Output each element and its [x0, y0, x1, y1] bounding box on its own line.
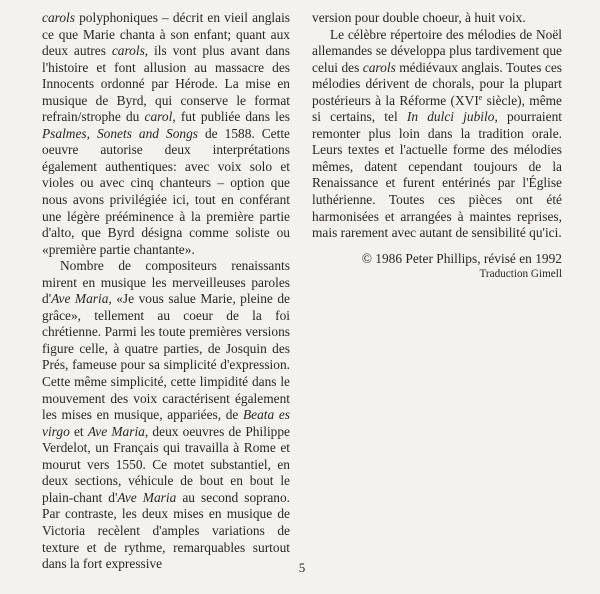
- left-paragraph-2: Nombre de compositeurs renaissants mirent en musique les merveilleuses paroles d'Ave Maria, «Je vous salue Marie, pleine de grâce», tellement au coeur de la foi chrétienne. Parmi les toute premières versions figure celle, à quatre parties, de Josquin des Prés, fameuse pour sa simplicité d'expression. Cette même simplicité, cette limpidité dans le mouvement des voix caractérisent également les mises en musique, appariées, de Beata es virgo et Ave Maria, deux oeuvres de Philippe Verdelot, un Français qui travailla à Rome et mourut vers 1550. Ce motet substantiel, en deux sections, véhicule de bout en bout le plain-chant d'Ave Maria au second soprano. Par contraste, les deux mises en musique de Victoria recèlent d'amples variations de texture et de rythme, remarquables surtout dans la fort expressive: [42, 258, 291, 572]
- translation-credit: Traduction Gimell: [479, 267, 562, 280]
- right-paragraph-1: version pour double choeur, à huit voix.: [312, 10, 526, 25]
- left-paragraph-1: carols polyphoniques – décrit en vieil anglais ce que Marie chanta à son enfant; quant aux deux autres carols, ils vont plus avant dans l'histoire et font allusion au massacre des Innocents ordonné par Hérode. La mise en musique de Byrd, qui conserve le format refrain/strophe du carol, fut publiée dans les Psalmes, Sonets and Songs de 1588. Cette oeuvre autorise deux interprétations également authentiques: avec voix solo et violes ou avec cinq chanteurs – option que nous avons privilégiée ici, tout en conférant une légère prééminence à la première partie d'alto, que Byrd désigna comme soliste ou «première partie chantante».: [42, 10, 290, 257]
- left-column: [42, 10, 290, 573]
- right-paragraph-2: Le célèbre répertoire des mélodies de Noël allemandes se développa plus tardivement que celui des carols médiévaux anglais. Toutes ces mélodies dérivent de chorals, pour la plupart postérieurs à la Réforme (XVIe siècle), même si certains, tel In dulci jubilo, pourraient remonter plus loin dans la tradition orale. Leurs textes et l'actuelle forme des mélodies mêmes, datent cependant toujours de la Renaissance et furent entérinés par l'Église luthérienne. Toutes ces pièces ont été harmonisées et arrangées à maintes reprises, mais rarement avec autant de sensibilité qu'ici.: [312, 26, 563, 241]
- copyright-credit: © 1986 Peter Phillips, révisé en 1992: [361, 250, 562, 266]
- right-column: [312, 10, 562, 282]
- page-number: 5: [298, 560, 306, 575]
